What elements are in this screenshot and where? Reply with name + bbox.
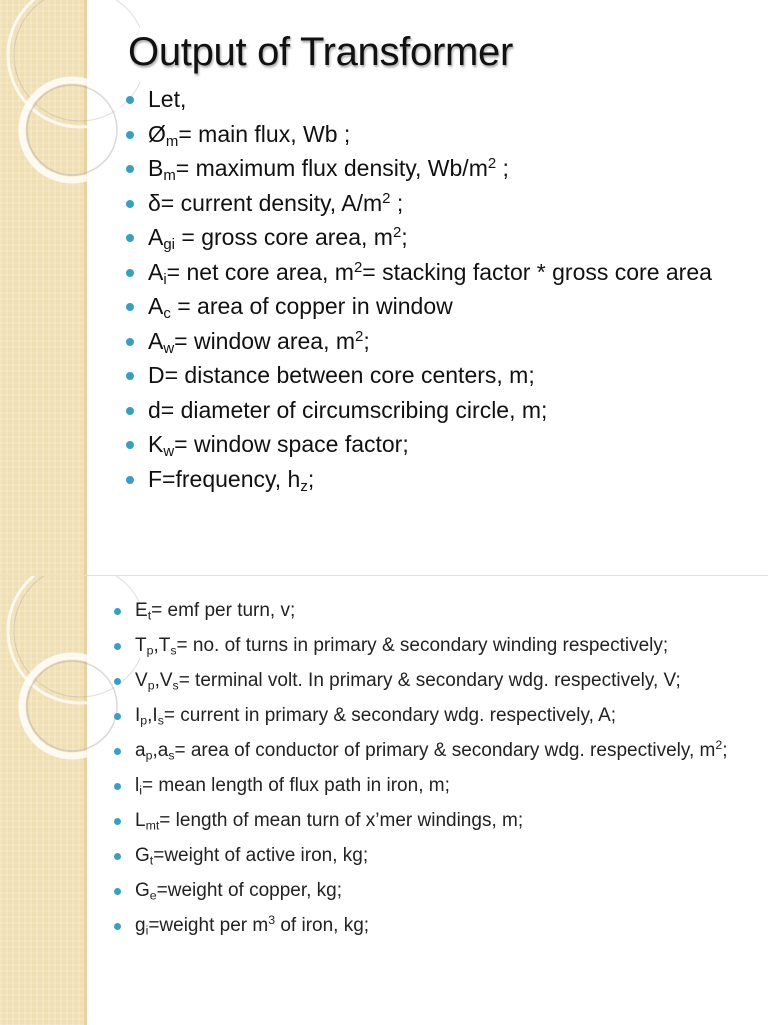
- slide-2: [0, 575, 768, 1025]
- list-item: $E_t=$ emf per turn, v;: [114, 596, 754, 625]
- symbol-list: [114, 596, 754, 946]
- list-item: Let,: [126, 86, 756, 113]
- bullet-icon: [114, 853, 121, 860]
- bullet-icon: [126, 476, 134, 484]
- bullet-icon: [126, 234, 134, 242]
- list-item: $L_{mt}=$ length of mean turn of x’mer windings, m;: [114, 806, 754, 835]
- bullet-icon: [114, 678, 121, 685]
- bullet-icon: [126, 200, 134, 208]
- bullet-icon: [126, 165, 134, 173]
- bullet-icon: [114, 748, 121, 755]
- list-item: $Ø_m=$ main flux, Wb ;: [126, 121, 756, 148]
- list-item: $A_i=$ net core area, $m^2=$ stacking factor * gross core area: [126, 259, 756, 286]
- list-item: δ= current density, $A/m^2$ ;: [126, 190, 756, 217]
- list-item: $T_p,T_s=$ no. of turns in primary & secondary winding respectively;: [114, 631, 754, 660]
- bullet-icon: [126, 96, 134, 104]
- bullet-icon: [126, 269, 134, 277]
- list-item: d= diameter of circumscribing circle, m;: [126, 397, 756, 424]
- bullet-icon: [126, 441, 134, 449]
- list-item: $I_p,I_s=$ current in primary & secondary wdg. respectively, A;: [114, 701, 754, 730]
- list-item: $A_{gi}$ = gross core area, $m^2$;: [126, 224, 756, 251]
- list-item: $G_t=weight$ of active iron, kg;: [114, 841, 754, 870]
- bullet-icon: [126, 131, 134, 139]
- list-item: $g_i=weight$ per $m^3$ of iron, kg;: [114, 911, 754, 940]
- bullet-icon: [114, 923, 121, 930]
- definition-list: [126, 86, 756, 500]
- decorative-rings: [0, 0, 140, 240]
- bullet-icon: [114, 608, 121, 615]
- list-item: D= distance between core centers, m;: [126, 362, 756, 389]
- bullet-icon: [126, 303, 134, 311]
- bullet-icon: [114, 888, 121, 895]
- list-item: $B_m=$ maximum flux density, $Wb/m^2$ ;: [126, 155, 756, 182]
- bullet-icon: [114, 713, 121, 720]
- bullet-icon: [114, 783, 121, 790]
- list-item: F=frequency, $h_z$;: [126, 466, 756, 493]
- list-item: $K_w=$ window space factor;: [126, 431, 756, 458]
- list-item: $G_e=weight$ of copper, kg;: [114, 876, 754, 905]
- bullet-icon: [126, 372, 134, 380]
- bullet-icon: [114, 643, 121, 650]
- page-title: Output of Transformer: [128, 30, 513, 74]
- bullet-icon: [126, 407, 134, 415]
- list-item: $A_w=$ window area, $m^2$;: [126, 328, 756, 355]
- bullet-icon: [126, 338, 134, 346]
- bullet-icon: [114, 818, 121, 825]
- list-item: $a_p,a_s=$ area of conductor of primary & secondary wdg. respectively, $m^2$;: [114, 736, 754, 765]
- list-item: $A_c$ = area of copper in window: [126, 293, 756, 320]
- list-item: $l_i=$ mean length of flux path in iron, m;: [114, 771, 754, 800]
- list-item: $V_p,V_s=$ terminal volt. In primary & secondary wdg. respectively, V;: [114, 666, 754, 695]
